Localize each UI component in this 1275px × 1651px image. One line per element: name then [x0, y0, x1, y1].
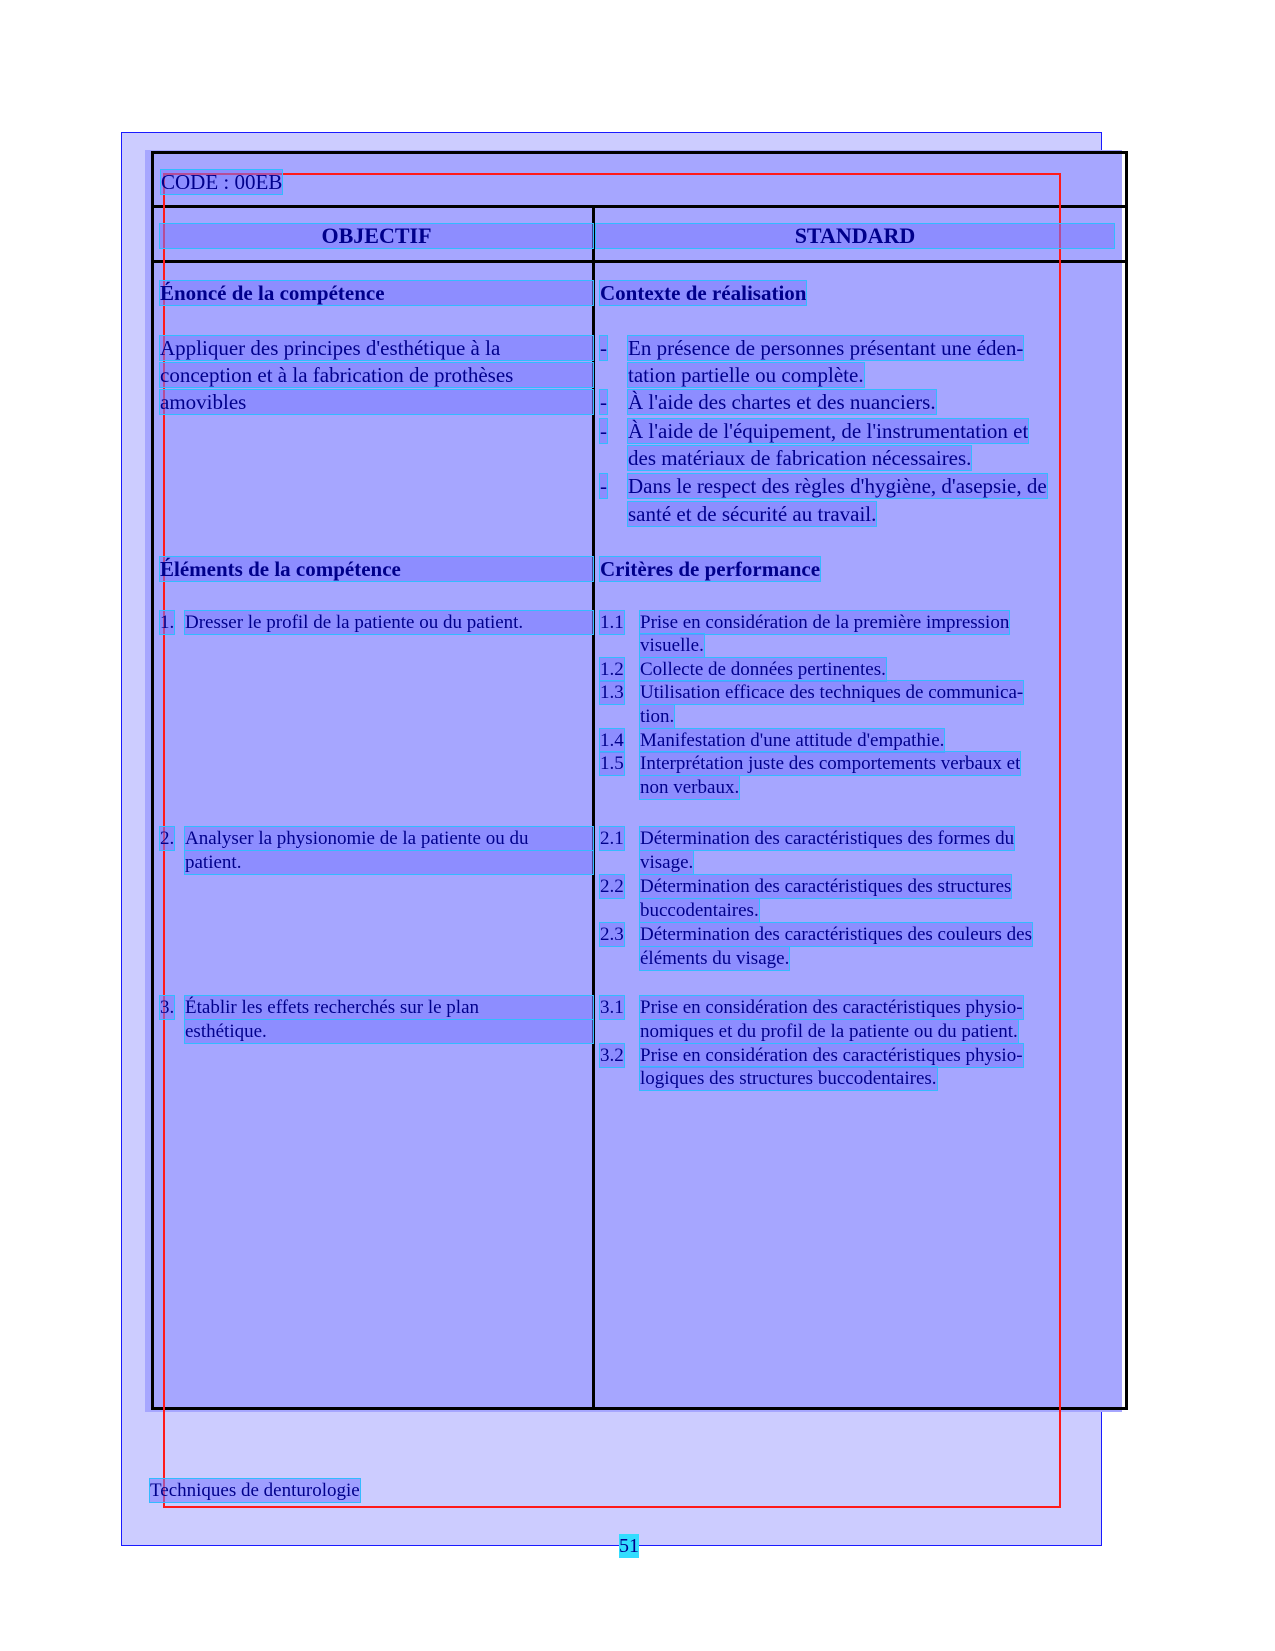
critere-number: 1.5 — [600, 753, 624, 774]
element-line: esthétique. — [185, 1020, 593, 1043]
critere-line: visage. — [640, 852, 694, 873]
critere-number: 2.1 — [600, 828, 624, 849]
contexte-bullet: - — [600, 474, 607, 498]
critere-line: nomiques et du profil de la patiente ou du patient. — [640, 1021, 1018, 1042]
contexte-line: À l'aide de l'équipement, de l'instrumentation et — [628, 419, 1029, 443]
critere-number: 1.2 — [600, 659, 624, 680]
critere-line: Utilisation efficace des techniques de communica- — [640, 682, 1024, 703]
criteres-heading: Critères de performance — [600, 557, 821, 581]
contexte-line: En présence de personnes présentant une éden- — [628, 336, 1024, 360]
contexte-line: santé et de sécurité au travail. — [628, 502, 877, 526]
critere-number: 3.1 — [600, 997, 624, 1018]
critere-line: Détermination des caractéristiques des couleurs des — [640, 924, 1032, 945]
element-number: 3. — [160, 997, 175, 1018]
contexte-heading: Contexte de réalisation — [600, 281, 807, 305]
critere-line: non verbaux. — [640, 777, 740, 798]
critere-number: 2.3 — [600, 924, 624, 945]
footer-title: Techniques de denturologie — [150, 1480, 360, 1501]
contexte-bullet: - — [600, 336, 607, 360]
critere-line: Détermination des caractéristiques des formes du — [640, 828, 1015, 849]
critere-line: tion. — [640, 706, 675, 727]
critere-line: Collecte de données pertinentes. — [640, 659, 886, 680]
critere-line: Prise en considération des caractéristiques physio- — [640, 1045, 1023, 1066]
critere-number: 2.2 — [600, 876, 624, 897]
contexte-line: Dans le respect des règles d'hygiène, d'asepsie, de — [628, 474, 1047, 498]
critere-line: visuelle. — [640, 635, 704, 656]
critere-number: 3.2 — [600, 1045, 624, 1066]
critere-line: Interprétation juste des comportements verbaux et — [640, 753, 1021, 774]
critere-line: éléments du visage. — [640, 948, 790, 969]
element-line: Dresser le profil de la patiente ou du patient. — [185, 611, 593, 634]
contexte-line: des matériaux de fabrication nécessaires. — [628, 446, 972, 470]
elements-heading: Éléments de la compétence — [160, 557, 593, 581]
element-number: 2. — [160, 828, 175, 849]
critere-line: Prise en considération de la première impression — [640, 612, 1010, 633]
element-line: patient. — [185, 851, 593, 874]
critere-number: 1.4 — [600, 730, 624, 751]
page-number: 51 — [619, 1535, 639, 1557]
element-line: Analyser la physionomie de la patiente ou du — [185, 827, 593, 850]
critere-line: Détermination des caractéristiques des structures — [640, 876, 1012, 897]
enonce-heading: Énoncé de la compétence — [160, 281, 593, 305]
contexte-bullet: - — [600, 419, 607, 443]
contexte-line: À l'aide des chartes et des nuanciers. — [628, 390, 936, 414]
element-line: Établir les effets recherchés sur le plan — [185, 996, 593, 1019]
contexte-bullet: - — [600, 390, 607, 414]
critere-line: Prise en considération des caractéristiques physio- — [640, 997, 1023, 1018]
critere-line: logiques des structures buccodentaires. — [640, 1068, 937, 1089]
enonce-line: conception et à la fabrication de prothèses — [160, 363, 593, 387]
enonce-line: amovibles — [160, 390, 593, 414]
critere-line: Manifestation d'une attitude d'empathie. — [640, 730, 945, 751]
enonce-line: Appliquer des principes d'esthétique à la — [160, 336, 593, 360]
contexte-line: tation partielle ou complète. — [628, 363, 864, 387]
critere-number: 1.3 — [600, 682, 624, 703]
critere-number: 1.1 — [600, 612, 624, 633]
column-header-objectif: OBJECTIF — [160, 224, 593, 248]
column-header-standard: STANDARD — [596, 224, 1114, 248]
code-label: CODE : 00EB — [161, 170, 283, 194]
element-number: 1. — [160, 612, 175, 633]
critere-line: buccodentaires. — [640, 900, 759, 921]
